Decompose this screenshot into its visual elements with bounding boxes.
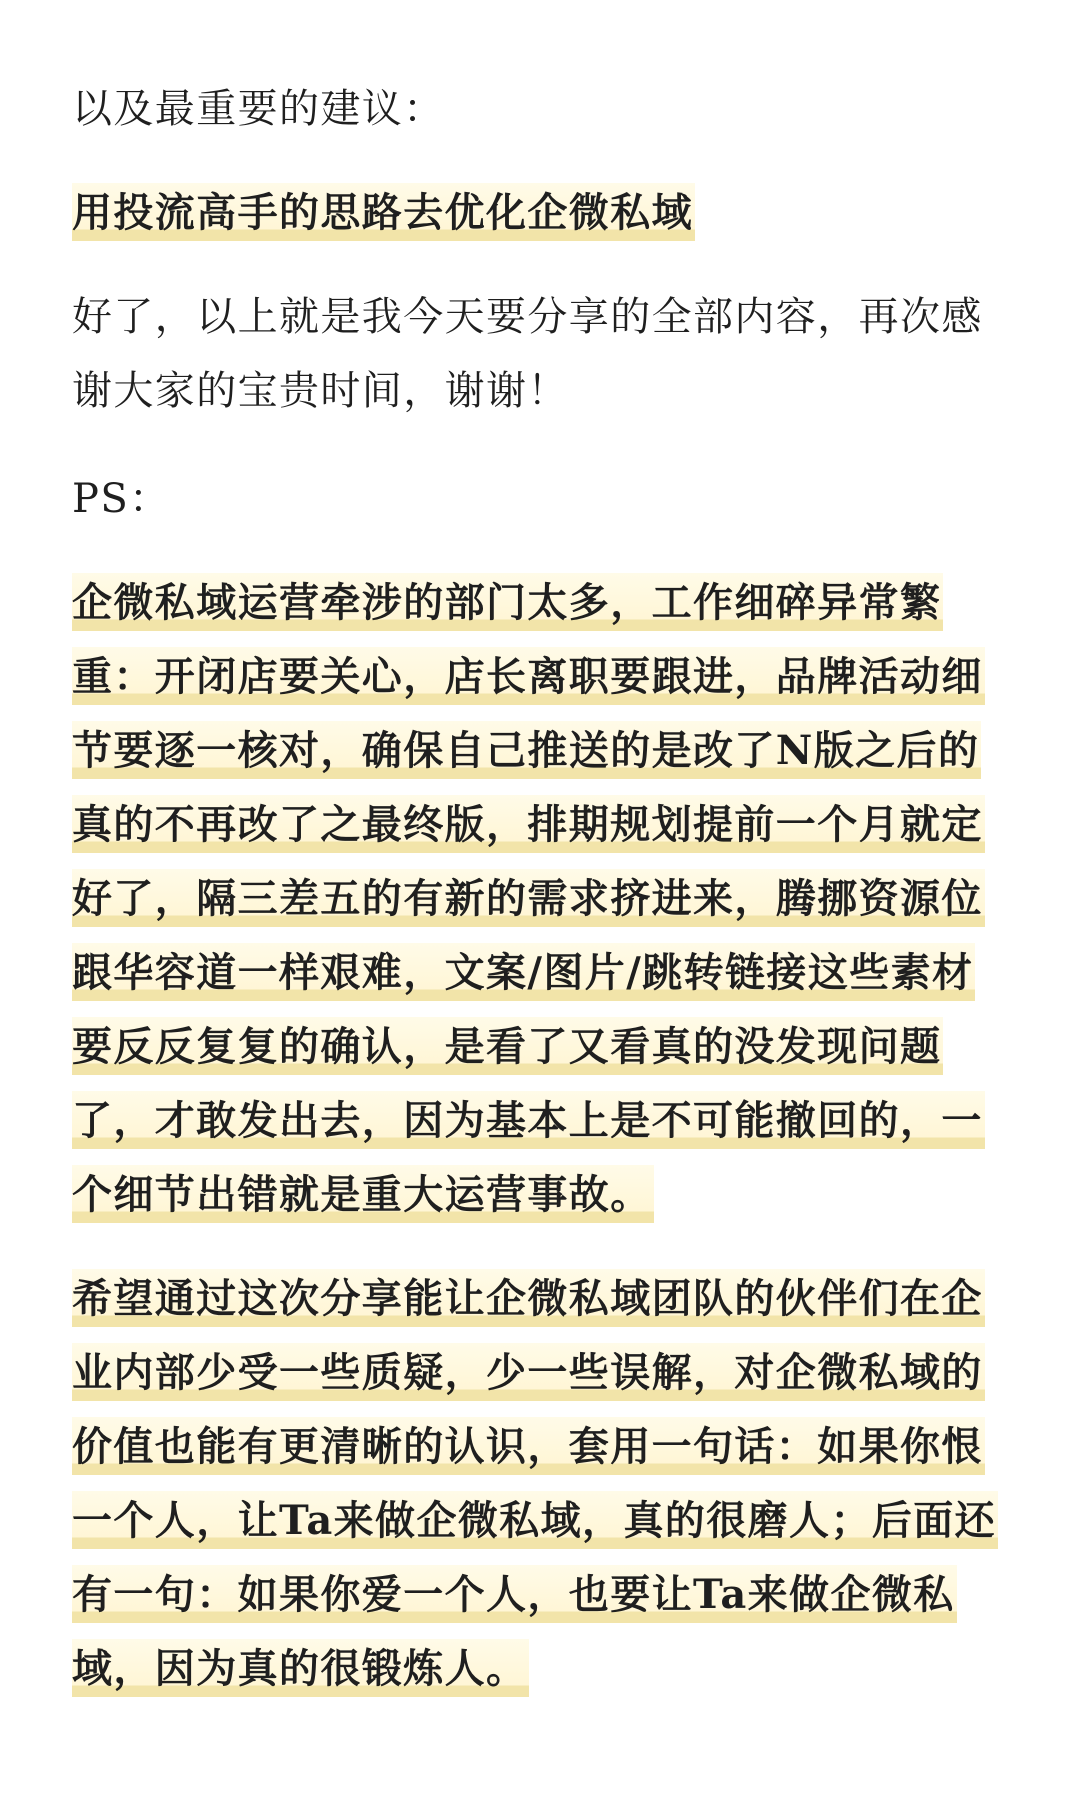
text-line bbox=[72, 462, 171, 536]
line-text: 好了，以上就是我今天要分享的全部内容，再次感 bbox=[72, 294, 983, 340]
text-line bbox=[72, 862, 1012, 936]
text-line bbox=[72, 936, 1012, 1010]
line-text: PS： bbox=[72, 476, 171, 522]
line-text: 个细节出错就是重大运营事故。 bbox=[72, 1165, 654, 1223]
line-text: 价值也能有更清晰的认识，套用一句话：如果你恨 bbox=[72, 1417, 985, 1475]
line-text: 跟华容道一样艰难，文案/图片/跳转链接这些素材 bbox=[72, 943, 975, 1001]
text-line bbox=[72, 640, 1012, 714]
text-line bbox=[72, 788, 1012, 862]
line-text: 用投流高手的思路去优化企微私域 bbox=[72, 183, 695, 241]
paragraph-ps-label bbox=[72, 462, 171, 536]
paragraph-ps-hope-highlighted bbox=[72, 1262, 1012, 1706]
text-line bbox=[72, 72, 445, 146]
text-line bbox=[72, 1632, 1012, 1706]
line-text: 以及最重要的建议： bbox=[72, 86, 445, 132]
line-text: 企微私域运营牵涉的部门太多，工作细碎异常繁 bbox=[72, 573, 943, 631]
line-text: 节要逐一核对，确保自己推送的是改了N版之后的 bbox=[72, 721, 981, 779]
text-line bbox=[72, 176, 695, 250]
line-text: 有一句：如果你爱一个人，也要让Ta来做企微私 bbox=[72, 1565, 957, 1623]
paragraph-thanks bbox=[72, 280, 1012, 428]
line-text: 了，才敢发出去，因为基本上是不可能撤回的，一 bbox=[72, 1091, 985, 1149]
line-text: 要反反复复的确认，是看了又看真的没发现问题 bbox=[72, 1017, 943, 1075]
text-line bbox=[72, 1158, 1012, 1232]
text-line bbox=[72, 1558, 1012, 1632]
text-line bbox=[72, 1410, 1012, 1484]
line-text: 希望通过这次分享能让企微私域团队的伙伴们在企 bbox=[72, 1269, 985, 1327]
line-text: 一个人，让Ta来做企微私域，真的很磨人；后面还 bbox=[72, 1491, 998, 1549]
text-line bbox=[72, 1084, 1012, 1158]
text-line bbox=[72, 1484, 1012, 1558]
text-line bbox=[72, 1336, 1012, 1410]
text-line bbox=[72, 714, 1012, 788]
line-text: 好了，隔三差五的有新的需求挤进来，腾挪资源位 bbox=[72, 869, 985, 927]
line-text: 业内部少受一些质疑，少一些误解，对企微私域的 bbox=[72, 1343, 985, 1401]
line-text: 域，因为真的很锻炼人。 bbox=[72, 1639, 529, 1697]
paragraph-key-advice-highlighted bbox=[72, 176, 695, 250]
line-text: 谢大家的宝贵时间，谢谢！ bbox=[72, 368, 569, 414]
line-text: 重：开闭店要关心，店长离职要跟进，品牌活动细 bbox=[72, 647, 985, 705]
text-line bbox=[72, 354, 1012, 428]
paragraph-intro bbox=[72, 72, 445, 146]
text-line bbox=[72, 280, 1012, 354]
text-line bbox=[72, 566, 1012, 640]
line-text: 真的不再改了之最终版，排期规划提前一个月就定 bbox=[72, 795, 985, 853]
paragraph-ps-details-highlighted bbox=[72, 566, 1012, 1232]
text-line bbox=[72, 1010, 1012, 1084]
text-line bbox=[72, 1262, 1012, 1336]
